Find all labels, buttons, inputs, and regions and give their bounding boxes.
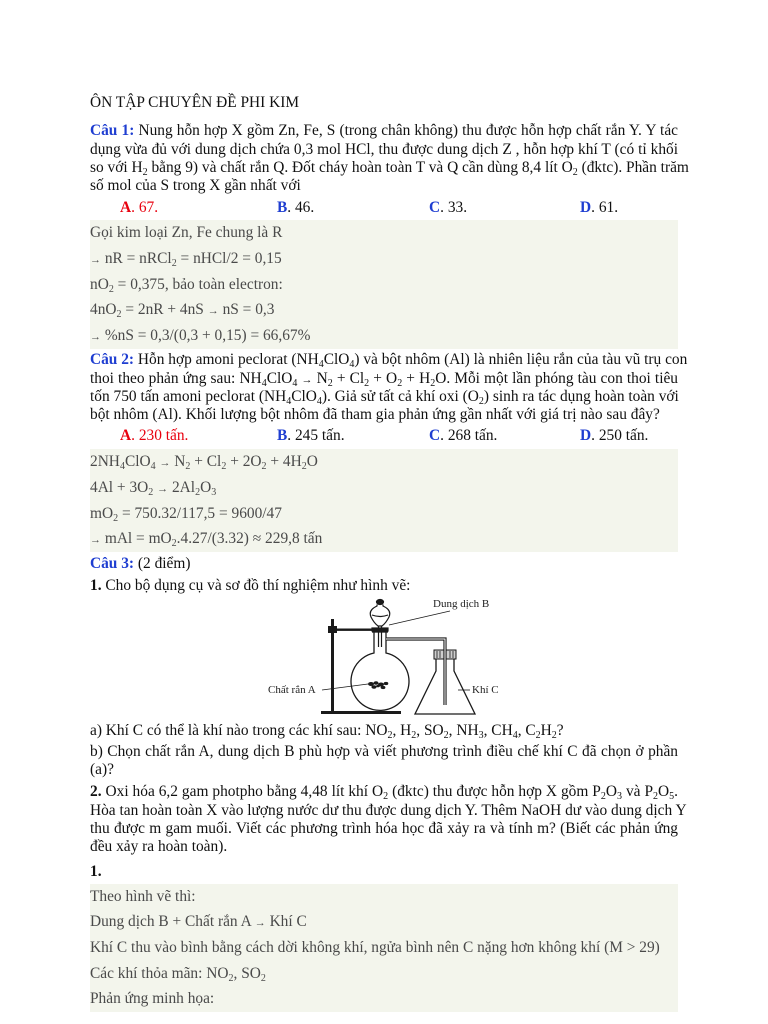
subscript: 5 — [669, 791, 675, 803]
part-number: 1. — [90, 577, 102, 595]
text-run: 2NH — [90, 453, 120, 471]
text-run: tốn 750 tấn amoni peclorat (NH — [90, 387, 287, 405]
option-letter: A — [120, 198, 132, 216]
text-run: Hòa tan hoàn toàn X vào lượng nước dư thu được dung dịch Y. Thêm NaOH dư vào dung dịch Y — [90, 801, 687, 819]
question-text-line — [90, 141, 678, 159]
question-2-solution — [90, 449, 678, 552]
answer-option-b — [277, 427, 429, 445]
apparatus-drawing — [265, 595, 510, 720]
question-text-line — [90, 577, 678, 595]
subscript: 3 — [478, 730, 484, 742]
question-3-part-1-prompt — [90, 577, 678, 595]
text-run: Gọi kim loại Zn, Fe chung là R — [90, 224, 283, 242]
text-run: (2 điểm) — [134, 554, 191, 572]
text-run: nR = nRCl — [101, 249, 172, 267]
subscript: 2 — [600, 791, 606, 803]
clamp-stand — [321, 619, 401, 714]
question-text-line — [90, 388, 678, 406]
question-1-solution — [90, 220, 678, 348]
text-run: O — [658, 783, 670, 801]
question-text-line — [90, 783, 678, 801]
arrow-symbol: → — [159, 457, 171, 470]
subscript: 2 — [171, 257, 177, 269]
subscript: 4 — [292, 377, 298, 389]
text-run: b) Chọn chất rắn A, dung dịch B phù hợp và viết phương trình điều chế khí C đã chọn ở phần — [90, 743, 678, 761]
document-title: ÔN TẬP CHUYÊN ĐỀ PHI KIM — [90, 94, 300, 111]
option-letter: C — [429, 427, 441, 445]
text-run: + H — [402, 369, 431, 387]
subscript: 2 — [260, 972, 266, 984]
text-run: và P — [622, 783, 654, 801]
solution-line — [90, 961, 678, 987]
text-run: ClO — [266, 369, 293, 387]
subscript: 2 — [171, 538, 177, 550]
question-text-line — [90, 122, 678, 140]
option-text: . 61. — [591, 198, 619, 216]
question-number-label: Câu 3: — [90, 554, 135, 572]
option-letter: C — [429, 198, 441, 216]
subscript: 2 — [383, 791, 389, 803]
text-run: 4nO — [90, 301, 117, 319]
text-run: Khí C thu vào bình bằng cách dời không khí, ngửa bình nên C nặng hơn không khí (M > 29) — [90, 939, 660, 957]
subscript: 2 — [185, 461, 191, 473]
answer-option-c — [429, 199, 580, 217]
text-run: O — [306, 453, 318, 471]
text-run: ) sinh ra tác dụng hoàn toàn với — [483, 387, 679, 405]
text-run: dụng vừa đủ với dung dịch chứa 0,3 mol HCl, thu được dung dịch Z , hỗn hợp khí T (có tỉ khối — [90, 140, 678, 158]
text-run: ClO — [323, 351, 350, 369]
question-text-line — [90, 743, 678, 761]
option-letter: A — [120, 427, 132, 445]
subscript: 2 — [261, 461, 267, 473]
text-run: ClO — [124, 453, 151, 471]
text-run: thu được m gam muối. Viết các phương trình hóa học đã xảy ra và tính m? (Biết các phản ứng — [90, 819, 678, 837]
document-content — [90, 94, 689, 1012]
subscript: 4 — [150, 461, 156, 473]
part-number: 1. — [90, 862, 102, 880]
text-run: mO — [90, 504, 114, 522]
subscript: 2 — [228, 972, 234, 984]
text-run: N — [170, 453, 186, 471]
subscript: 4 — [119, 461, 125, 473]
subscript: 3 — [617, 791, 622, 803]
arrow-symbol: → — [157, 482, 169, 495]
solution-line — [90, 449, 678, 475]
text-run: O — [200, 478, 212, 496]
option-letter: D — [580, 198, 592, 216]
arrow-symbol: → — [207, 305, 219, 318]
text-run: = 750.32/117,5 = 9600/47 — [118, 504, 282, 522]
text-run: bằng 9) và chất rắn Q. Đốt cháy hoàn toàn T và Q cần dùng 8,4 lít O — [147, 158, 573, 176]
text-run: ). Giả sử tất cả khí oxi (O — [321, 387, 479, 405]
subscript: 2 — [113, 512, 119, 524]
subscript: 2 — [397, 377, 403, 389]
text-run: nO — [90, 275, 109, 293]
question-3-heading — [90, 555, 678, 573]
question-3-part-a — [90, 722, 678, 740]
answer-option-d — [580, 199, 618, 217]
text-run: Phản ứng minh họa: — [90, 990, 215, 1008]
arrow-symbol: → — [90, 253, 101, 266]
question-text-line — [90, 177, 678, 195]
text-run: , NH — [448, 722, 479, 740]
option-text: . 245 tấn. — [287, 427, 345, 445]
answer-option-d — [580, 427, 648, 445]
solution-line — [90, 909, 678, 935]
subscript: 4 — [286, 395, 292, 407]
text-run: Dung dịch B + Chất rắn A — [90, 913, 255, 931]
text-run: số mol của S trong X gần nhất với — [90, 177, 301, 195]
text-run: + Cl — [332, 369, 365, 387]
text-run: , SO — [416, 722, 444, 740]
text-run: O. Mỗi một lần phóng tàu con thoi tiêu — [435, 369, 679, 387]
part-number: 2. — [90, 783, 102, 801]
text-run: = nHCl/2 = 0,15 — [176, 249, 282, 267]
question-1-stem — [90, 122, 689, 195]
answer-option-c — [429, 427, 580, 445]
question-3-part-2-prompt — [90, 783, 687, 856]
subscript: 2 — [195, 486, 201, 498]
option-text: . 46. — [287, 198, 315, 216]
text-run: , CH — [483, 722, 513, 740]
question-number-label: Câu 1: — [90, 122, 135, 140]
solution-line — [90, 884, 678, 910]
text-run: + 2O — [226, 453, 262, 471]
text-run: + Cl — [190, 453, 222, 471]
answer-option-a — [120, 199, 277, 217]
option-text: . 268 tấn. — [440, 427, 498, 445]
label-solid-a: Chất rắn A — [268, 684, 316, 697]
arrow-symbol: → — [90, 331, 101, 344]
text-run: mAl = mO — [101, 530, 172, 548]
text-run: , C — [517, 722, 536, 740]
question-3-solution — [90, 884, 678, 1012]
text-run: H — [540, 722, 552, 740]
solution-line — [90, 220, 678, 246]
solution-line — [90, 246, 678, 272]
subscript: 4 — [316, 395, 322, 407]
question-text-line — [90, 820, 678, 838]
subscript: 2 — [478, 395, 484, 407]
text-run: so với H — [90, 158, 143, 176]
text-run: %nS = 0,3/(0,3 + 0,15) = 66,67% — [101, 327, 311, 345]
subscript: 3 — [211, 486, 217, 498]
subscript: 2 — [572, 166, 578, 178]
subscript: 2 — [430, 377, 436, 389]
text-run: ) và bột nhôm (Al) là nhiên liệu rắn của tàu vũ trụ con — [354, 351, 688, 369]
text-run: 2Al — [168, 478, 196, 496]
option-text: . 67. — [131, 198, 159, 216]
subscript: 2 — [148, 486, 154, 498]
text-run: Cho bộ dụng cụ và sơ đồ thí nghiệm như hình vẽ: — [101, 577, 411, 595]
question-text-line — [90, 158, 689, 178]
text-run: a) Khí C có thể là khí nào trong các khí sau: NO — [90, 722, 388, 740]
subscript: 4 — [512, 730, 518, 742]
question-text-line — [90, 801, 687, 820]
text-run: O — [605, 783, 617, 801]
subscript: 2 — [411, 730, 417, 742]
solution-line — [90, 323, 678, 349]
text-run: bột nhôm (Al). Khối lượng bột nhôm đã tham gia phản ứng gần nhất với giá trị nào sau đây? — [90, 406, 660, 424]
subscript: 2 — [535, 730, 541, 742]
text-run: ClO — [291, 387, 317, 405]
round-bottom-flask — [351, 632, 409, 710]
text-run: thoi theo phản ứng sau: NH — [90, 369, 262, 387]
question-text-line — [90, 555, 678, 573]
option-text: . 33. — [440, 198, 468, 216]
solution-line — [90, 986, 678, 1012]
arrow-symbol: → — [301, 373, 313, 386]
subscript: 2 — [387, 730, 393, 742]
question-text-line — [90, 761, 678, 779]
text-run: Oxi hóa 6,2 gam photpho bằng 4,48 lít khí O — [101, 783, 384, 801]
text-run: nS = 0,3 — [218, 301, 275, 319]
solution-line — [90, 297, 678, 323]
text-run: + O — [369, 369, 398, 387]
subscript: 2 — [551, 730, 557, 742]
subscript: 2 — [301, 461, 307, 473]
option-text: . 230 tấn. — [131, 427, 189, 445]
subscript: 2 — [327, 377, 333, 389]
text-run: 4Al + 3O — [90, 478, 149, 496]
text-run: N — [312, 369, 328, 387]
answer-option-b — [277, 199, 429, 217]
question-text-line — [90, 722, 678, 740]
text-run: Nung hỗn hợp X gồm Zn, Fe, S (trong chân không) thu được hỗn hợp chất rắn Y. Y tác — [134, 122, 678, 140]
question-1-options — [90, 199, 678, 217]
text-run: . — [674, 783, 678, 801]
text-run: (a)? — [90, 761, 114, 779]
text-run: = 2nR + 4nS — [121, 301, 208, 319]
text-run: , H — [392, 722, 412, 740]
subscript: 2 — [108, 283, 114, 295]
solution-line — [90, 272, 678, 298]
text-run: , SO — [233, 964, 261, 982]
text-run: Các khí thỏa mãn: NO — [90, 964, 229, 982]
option-letter: D — [580, 427, 592, 445]
question-text-line — [90, 351, 688, 371]
solution-line — [90, 475, 678, 501]
text-run: + 4H — [266, 453, 302, 471]
arrow-symbol: → — [90, 534, 101, 547]
text-run: đều xảy ra hoàn toàn). — [90, 838, 228, 856]
question-text-line — [90, 406, 678, 424]
answer-option-a — [120, 427, 277, 445]
question-text-line — [90, 370, 678, 388]
text-run: Hỗn hợp amoni peclorat (NH — [134, 351, 319, 369]
question-2-stem — [90, 351, 688, 424]
subscript: 2 — [364, 377, 370, 389]
subscript: 4 — [261, 377, 267, 389]
answer-heading-line — [90, 863, 678, 881]
text-run: .4.27/(3.32) ≈ 229,8 tấn — [176, 530, 323, 548]
subscript: 2 — [653, 791, 659, 803]
question-3-answer-heading — [90, 863, 678, 881]
subscript: 2 — [142, 166, 148, 178]
subscript: 2 — [221, 461, 227, 473]
experiment-apparatus-figure — [90, 595, 678, 720]
text-run: Khí C — [265, 913, 307, 931]
text-run: Theo hình vẽ thì: — [90, 887, 196, 905]
question-number-label: Câu 2: — [90, 351, 135, 369]
label-solution-b: Dung dịch B — [433, 598, 490, 611]
solution-line — [90, 501, 678, 527]
subscript: 2 — [443, 730, 449, 742]
question-text-line — [90, 838, 678, 856]
question-3-part-b — [90, 743, 678, 780]
solution-line — [90, 526, 678, 552]
subscript: 2 — [116, 309, 122, 321]
solution-line — [90, 935, 678, 961]
subscript: 4 — [349, 359, 355, 371]
text-run: (đktc) thu được hỗn hợp X gồm P — [388, 783, 601, 801]
label-gas-c: Khí C — [472, 684, 499, 697]
text-run: = 0,375, bảo toàn electron: — [113, 275, 283, 293]
solid-a-pieces — [368, 682, 388, 690]
option-letter: B — [277, 427, 288, 445]
option-letter: B — [277, 198, 288, 216]
question-2-options — [90, 427, 678, 445]
option-text: . 250 tấn. — [591, 427, 649, 445]
text-run: (đktc). Phần trăm — [577, 158, 689, 176]
arrow-symbol: → — [254, 917, 266, 930]
text-run: ? — [556, 722, 564, 740]
subscript: 4 — [318, 359, 324, 371]
